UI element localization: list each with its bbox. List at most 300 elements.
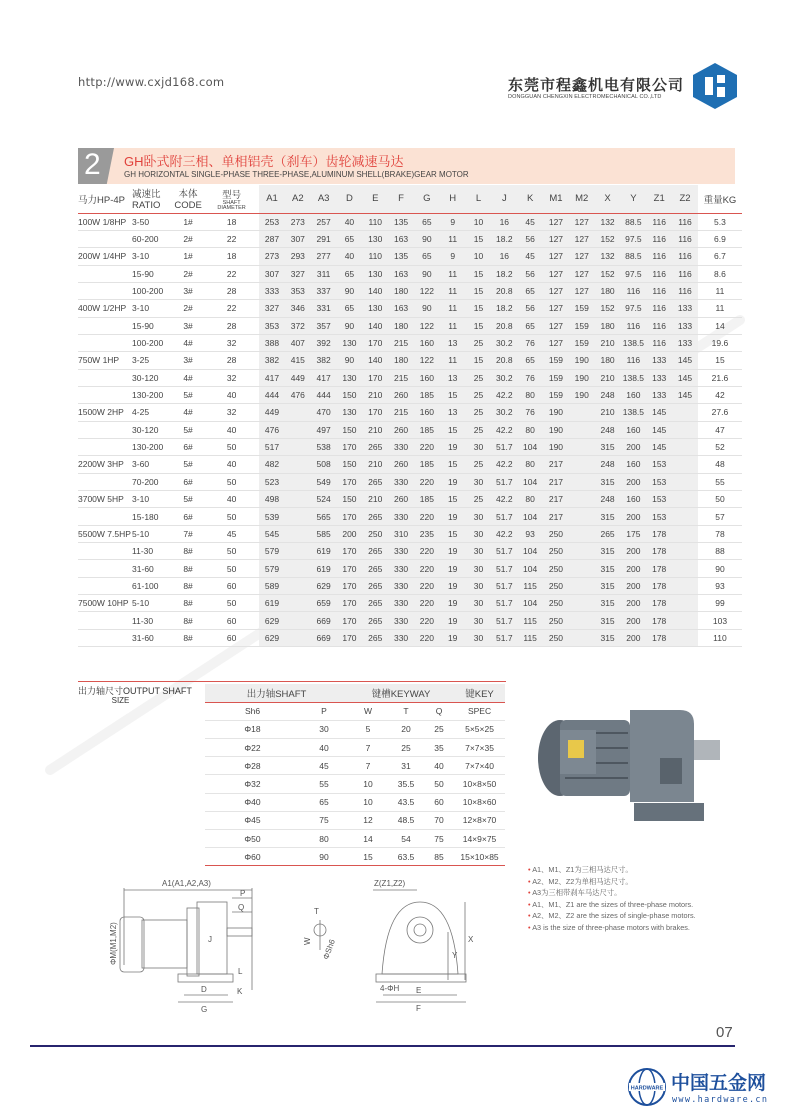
cell: 178 (646, 525, 672, 542)
cell: 15 (348, 848, 388, 866)
cell: 22 (204, 230, 259, 247)
cell: 18 (204, 213, 259, 230)
cell: 152 (595, 230, 621, 247)
header-a3: A3 (311, 185, 337, 213)
cell (285, 560, 311, 577)
cell: 19 (440, 612, 466, 629)
cell: 127 (543, 300, 569, 317)
cell (672, 491, 698, 508)
label-h: 4-ΦH (380, 984, 400, 993)
cell: 307 (259, 265, 285, 282)
cell: 315 (595, 508, 621, 525)
cell: 200 (620, 595, 646, 612)
cell: 315 (595, 560, 621, 577)
cell: 15 (466, 230, 492, 247)
shaft-row (205, 757, 505, 775)
cell: 63.5 (388, 848, 424, 866)
cell: 217 (543, 473, 569, 490)
cell: 30 (466, 473, 492, 490)
cell (285, 543, 311, 560)
cell: 220 (414, 438, 440, 455)
shaft-col-q: Q (424, 702, 454, 720)
cell: 42.2 (491, 456, 517, 473)
cell: 7×7×40 (454, 757, 505, 775)
cell: 97.5 (620, 230, 646, 247)
cell: 51.7 (491, 577, 517, 594)
cell: 65 (414, 213, 440, 230)
cell: 629 (311, 577, 337, 594)
cell: 7×7×35 (454, 739, 505, 757)
cell: 130 (337, 369, 363, 386)
label-f: F (416, 1004, 421, 1013)
cell: 470 (311, 404, 337, 421)
cell: 353 (259, 317, 285, 334)
cell: 30 (466, 508, 492, 525)
cell: 90 (337, 352, 363, 369)
cell: 13 (440, 369, 466, 386)
cell: 669 (311, 629, 337, 646)
cell: 8# (172, 629, 204, 646)
cell: 4# (172, 334, 204, 351)
cell: 60 (204, 577, 259, 594)
cell: 315 (595, 473, 621, 490)
cell: 25 (466, 369, 492, 386)
cell: 15 (440, 525, 466, 542)
cell: 80 (517, 421, 543, 438)
cell: 11-30 (132, 543, 172, 560)
cell: 60-200 (132, 230, 172, 247)
cell: 20 (388, 720, 424, 738)
company-logo-icon (693, 63, 737, 109)
cell: 170 (362, 334, 388, 351)
cell: 8# (172, 543, 204, 560)
cell: 152 (595, 300, 621, 317)
cell: 15-90 (132, 317, 172, 334)
cell: 99 (698, 595, 742, 612)
cell: 90 (698, 560, 742, 577)
cell: 330 (388, 595, 414, 612)
cell: 388 (259, 334, 285, 351)
cell: 12 (348, 811, 388, 829)
cell: 122 (414, 317, 440, 334)
cell: 265 (362, 560, 388, 577)
cell: 78 (698, 525, 742, 542)
cell: 287 (259, 230, 285, 247)
cell: 28 (204, 352, 259, 369)
cell: 5-10 (132, 525, 172, 542)
header-g: G (414, 185, 440, 213)
cell: 50 (698, 491, 742, 508)
cell: 52 (698, 438, 742, 455)
shaft-row (205, 775, 505, 793)
cell: 11-30 (132, 612, 172, 629)
cell: 619 (311, 560, 337, 577)
table-row (78, 213, 742, 230)
cell: 116 (646, 213, 672, 230)
cell: 170 (337, 629, 363, 646)
note-text: A2、M2、Z2 are the sizes of single-phase motors. (532, 911, 696, 921)
cell: 56 (517, 300, 543, 317)
cell: 97.5 (620, 265, 646, 282)
cell: 15 (466, 282, 492, 299)
table-row (78, 543, 742, 560)
cell: 5# (172, 456, 204, 473)
cell (78, 421, 132, 438)
cell: 9 (440, 248, 466, 265)
cell: 180 (595, 352, 621, 369)
cell (569, 508, 595, 525)
cell: 235 (414, 525, 440, 542)
cell: 65 (337, 265, 363, 282)
cell (569, 438, 595, 455)
cell: 8# (172, 577, 204, 594)
cell: 3# (172, 352, 204, 369)
cell: 250 (543, 595, 569, 612)
header-z2: Z2 (672, 185, 698, 213)
cell: 160 (414, 404, 440, 421)
cell: 217 (543, 491, 569, 508)
cell (569, 543, 595, 560)
label-w: W (303, 937, 312, 945)
cell: 392 (311, 334, 337, 351)
cell: 2# (172, 300, 204, 317)
header-a1: A1 (259, 185, 285, 213)
cell: 382 (311, 352, 337, 369)
cell: 273 (285, 213, 311, 230)
cell: 135 (388, 213, 414, 230)
cell: 330 (388, 508, 414, 525)
cell: 50 (204, 473, 259, 490)
cell (672, 508, 698, 525)
cell: 160 (620, 456, 646, 473)
cell: 415 (285, 352, 311, 369)
cell: 220 (414, 577, 440, 594)
section-number: 2 (84, 148, 101, 181)
cell: 200 (620, 543, 646, 560)
cell: 579 (259, 543, 285, 560)
label-y: Y (452, 951, 458, 960)
cell (285, 456, 311, 473)
cell: 217 (543, 456, 569, 473)
cell: 16 (491, 213, 517, 230)
cell: 5-10 (132, 595, 172, 612)
table-row (78, 595, 742, 612)
cell: 170 (337, 543, 363, 560)
cell: 180 (388, 317, 414, 334)
cell: 42.2 (491, 491, 517, 508)
cell: 70-200 (132, 473, 172, 490)
cell: 6# (172, 508, 204, 525)
cell: 170 (337, 473, 363, 490)
cell: 170 (337, 438, 363, 455)
cell: 3-10 (132, 300, 172, 317)
cell: 4-25 (132, 404, 172, 421)
cell: 25 (466, 404, 492, 421)
cell: 19 (440, 629, 466, 646)
cell: 15-90 (132, 265, 172, 282)
cell: 11 (440, 230, 466, 247)
cell: 2# (172, 265, 204, 282)
cell (569, 491, 595, 508)
group-keyway: 键槽KEYWAY (348, 684, 454, 702)
cell: 127 (569, 213, 595, 230)
cell: 337 (311, 282, 337, 299)
cell: 4# (172, 404, 204, 421)
cell: 250 (543, 543, 569, 560)
cell: 25 (466, 421, 492, 438)
cell: 13 (440, 334, 466, 351)
cell: 45 (300, 757, 348, 775)
cell: 25 (466, 456, 492, 473)
cell: 444 (259, 386, 285, 403)
cell: 90 (337, 282, 363, 299)
cell: 56 (517, 265, 543, 282)
cell: 190 (543, 421, 569, 438)
cell (78, 282, 132, 299)
cell: 133 (646, 352, 672, 369)
cell: 307 (285, 230, 311, 247)
cell: 57 (698, 508, 742, 525)
cell: 293 (285, 248, 311, 265)
cell: 145 (672, 386, 698, 403)
cell: 104 (517, 508, 543, 525)
shaft-row (205, 739, 505, 757)
cell: 90 (414, 300, 440, 317)
cell: 42.2 (491, 421, 517, 438)
cell: 163 (388, 265, 414, 282)
cell: 248 (595, 491, 621, 508)
cell (672, 577, 698, 594)
cell: 30 (466, 612, 492, 629)
cell: 116 (620, 282, 646, 299)
cell (672, 473, 698, 490)
cell: 153 (646, 456, 672, 473)
cell: 40 (300, 739, 348, 757)
cell: 15-180 (132, 508, 172, 525)
cell: 25 (466, 334, 492, 351)
cell: 75 (300, 811, 348, 829)
table-row (78, 334, 742, 351)
cell: 35.5 (388, 775, 424, 793)
cell: 357 (311, 317, 337, 334)
cell: 130 (337, 334, 363, 351)
cell (285, 438, 311, 455)
cell: 48 (698, 456, 742, 473)
cell: 15 (466, 352, 492, 369)
cell: 265 (362, 438, 388, 455)
cell: 116 (646, 265, 672, 282)
cell: 372 (285, 317, 311, 334)
cell: 7500W 10HP (78, 595, 132, 612)
cell: 330 (388, 438, 414, 455)
cell: 16 (491, 248, 517, 265)
cell: 629 (259, 629, 285, 646)
cell: 260 (388, 456, 414, 473)
cell (78, 334, 132, 351)
cell: 315 (595, 577, 621, 594)
cell: 170 (337, 612, 363, 629)
cell: 330 (388, 473, 414, 490)
cell: 21.6 (698, 369, 742, 386)
cell: 51.7 (491, 560, 517, 577)
cell: 133 (672, 300, 698, 317)
bullet-icon: • (528, 876, 533, 886)
cell: 200 (620, 560, 646, 577)
cell: 50 (204, 560, 259, 577)
cell: 54 (388, 830, 424, 848)
cell: 80 (517, 456, 543, 473)
cell: 265 (362, 543, 388, 560)
table-row (78, 612, 742, 629)
cell: 170 (362, 369, 388, 386)
table-row (78, 300, 742, 317)
cell: 180 (595, 317, 621, 334)
cell: 579 (259, 560, 285, 577)
cell: 116 (620, 317, 646, 334)
cell: 250 (543, 612, 569, 629)
cell: 18.2 (491, 265, 517, 282)
table-row (78, 248, 742, 265)
cell: 90 (414, 265, 440, 282)
cell: 3-25 (132, 352, 172, 369)
cell: Φ60 (205, 848, 300, 866)
cell: 11 (440, 265, 466, 282)
cell: 42.2 (491, 386, 517, 403)
cell: 19 (440, 473, 466, 490)
cell: 1# (172, 213, 204, 230)
cell: 51.7 (491, 438, 517, 455)
cell: 110 (362, 213, 388, 230)
cell: 48.5 (388, 811, 424, 829)
cell: 100-200 (132, 334, 172, 351)
cell: 90 (414, 230, 440, 247)
cell: 133 (672, 317, 698, 334)
cell: 30 (466, 577, 492, 594)
cell (78, 317, 132, 334)
cell (285, 491, 311, 508)
cell: 103 (698, 612, 742, 629)
bullet-icon: • (528, 888, 533, 898)
cell (672, 629, 698, 646)
cell: 45 (517, 248, 543, 265)
cell: 185 (414, 456, 440, 473)
header-shaft: 型号 SHAFT DIAMETER (204, 185, 259, 213)
table-row (78, 352, 742, 369)
header-power: 马力HP-4P (78, 185, 132, 213)
shaft-row (205, 811, 505, 829)
cell: 122 (414, 352, 440, 369)
cell: 265 (362, 508, 388, 525)
cell (672, 456, 698, 473)
cell: 210 (595, 334, 621, 351)
cell: 116 (672, 230, 698, 247)
cell: 659 (311, 595, 337, 612)
cell (285, 629, 311, 646)
cell: 138.5 (620, 404, 646, 421)
cell: 65 (300, 793, 348, 811)
cell: 90 (300, 848, 348, 866)
cell: 150 (337, 491, 363, 508)
cell: 3700W 5HP (78, 491, 132, 508)
cell: 42.2 (491, 525, 517, 542)
cell: 150 (337, 386, 363, 403)
cell: 15 (440, 421, 466, 438)
header-f: F (388, 185, 414, 213)
cell: 497 (311, 421, 337, 438)
cell: 145 (646, 438, 672, 455)
cell: 210 (362, 386, 388, 403)
cell: 1500W 2HP (78, 404, 132, 421)
cell: 220 (414, 595, 440, 612)
cell: 116 (620, 352, 646, 369)
cell: 76 (517, 369, 543, 386)
cell: 65 (337, 230, 363, 247)
cell: 8.6 (698, 265, 742, 282)
footer-divider (30, 1045, 735, 1047)
cell: 28 (204, 282, 259, 299)
cell: 4# (172, 369, 204, 386)
cell: 153 (646, 508, 672, 525)
cell: 11 (440, 317, 466, 334)
cell: 19 (440, 508, 466, 525)
cell: 32 (204, 369, 259, 386)
cell: 330 (388, 577, 414, 594)
cell: 75 (424, 830, 454, 848)
cell (672, 543, 698, 560)
cell: 51.7 (491, 543, 517, 560)
cell (569, 404, 595, 421)
shaft-col-spec: SPEC (454, 702, 505, 720)
shaft-size-label: 出力轴尺寸OUTPUT SHAFT SIZE (78, 686, 192, 705)
cell: 50 (204, 508, 259, 525)
shaft-col-sh6: Sh6 (205, 702, 300, 720)
cell: 220 (414, 629, 440, 646)
header-weight: 重量KG (698, 185, 742, 213)
cell (78, 438, 132, 455)
header-h: H (440, 185, 466, 213)
note-item (528, 910, 696, 922)
cell: 6.7 (698, 248, 742, 265)
cell: 50 (424, 775, 454, 793)
cell: 150 (337, 421, 363, 438)
note-text: A2、M2、Z2为单相马达尺寸。 (532, 876, 633, 886)
cell: 116 (672, 213, 698, 230)
cell: 200 (337, 525, 363, 542)
cell: 200 (620, 577, 646, 594)
cell: 50 (204, 543, 259, 560)
cell: 3-10 (132, 248, 172, 265)
cell: 127 (543, 317, 569, 334)
cell: 250 (543, 629, 569, 646)
cell: 265 (362, 473, 388, 490)
cell: 5# (172, 386, 204, 403)
shaft-col-t: T (388, 702, 424, 720)
hardware-url[interactable]: www.hardware.cn (672, 1095, 769, 1105)
cell: 31-60 (132, 629, 172, 646)
cell: 30.2 (491, 334, 517, 351)
note-text: A3 is the size of three-phase motors with brakes. (532, 922, 690, 932)
cell: 30 (466, 629, 492, 646)
cell: 417 (311, 369, 337, 386)
note-item (528, 876, 696, 888)
cell: 85 (424, 848, 454, 866)
cell: 15 (440, 456, 466, 473)
table-row (78, 438, 742, 455)
cell: 200 (620, 508, 646, 525)
website-url[interactable]: http://www.cxjd168.com (78, 75, 225, 89)
header-m1: M1 (543, 185, 569, 213)
cell: 2# (172, 230, 204, 247)
